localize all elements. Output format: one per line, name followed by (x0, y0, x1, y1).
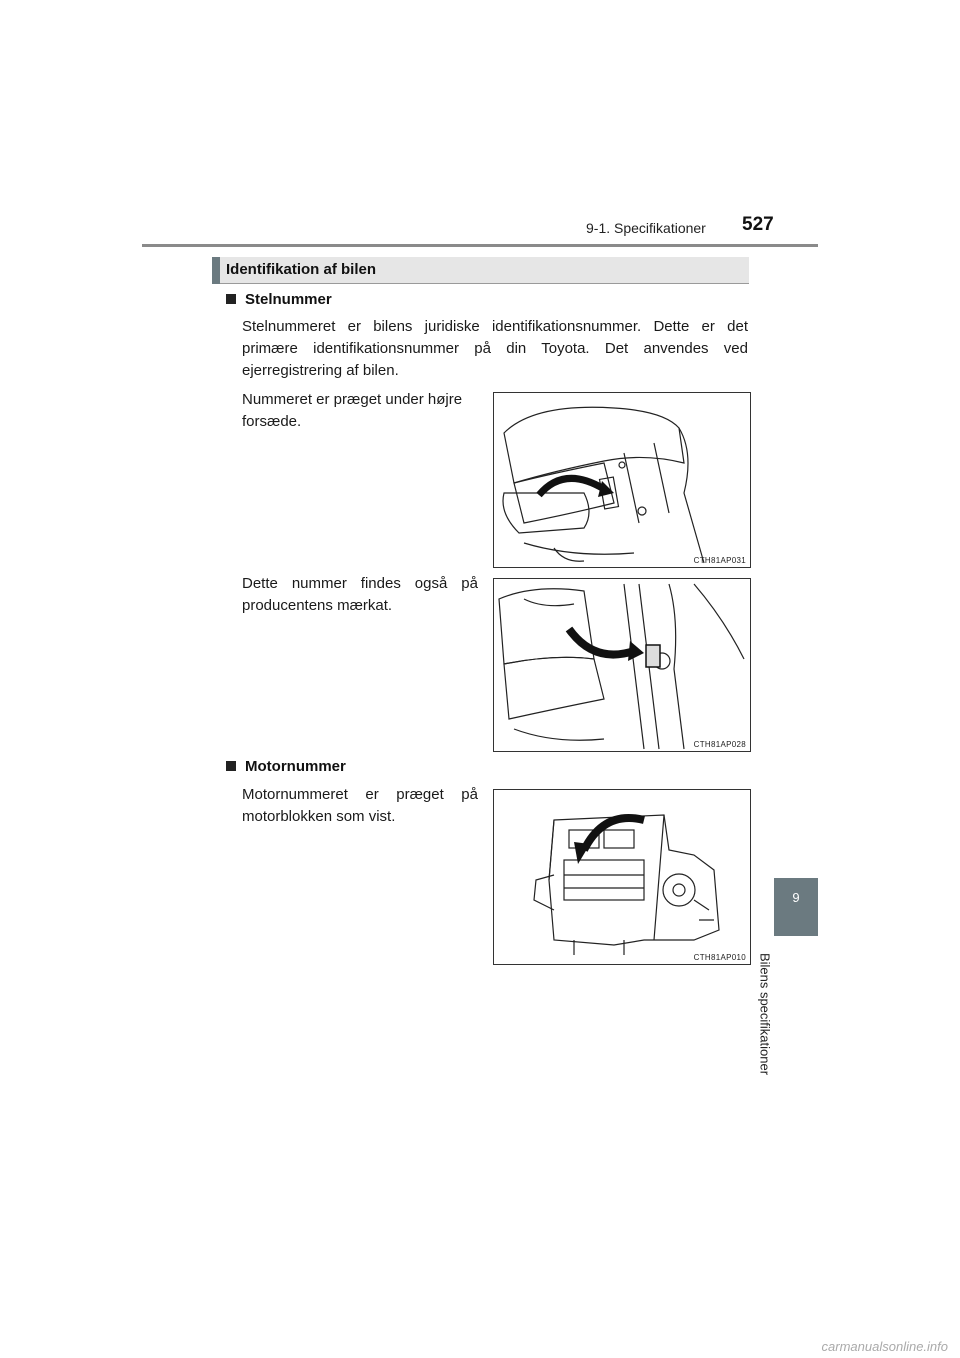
figure-code: CTH81AP010 (693, 953, 746, 962)
figure-engine-block (493, 789, 751, 965)
figure-seat-vin-location (493, 392, 751, 568)
square-bullet-icon (226, 294, 236, 304)
motornummer-heading (226, 758, 346, 775)
page-number: 527 (742, 214, 774, 235)
engine-illustration (494, 790, 750, 964)
footer-watermark: carmanualsonline.info (821, 1339, 948, 1354)
header-rule (142, 244, 818, 247)
stelnummer-item1-text: Nummeret er præget under højre forsæde. (242, 391, 463, 430)
figure-code: CTH81AP028 (693, 740, 746, 749)
square-bullet-icon (226, 761, 236, 771)
section-title-accent (212, 257, 220, 284)
stelnummer-heading-text: Stelnummer (245, 291, 332, 308)
section-title: Identifikation af bilen (226, 261, 377, 278)
running-header-section: 9-1. Specifikationer (586, 220, 706, 236)
chapter-side-label: Bilens specifikationer (757, 952, 773, 1076)
stelnummer-intro: Stelnummeret er bilens juridiske identifikationsnummer. Dette er det primære identifikationsnummer på din Toyota. Det anvendes ved ejerregistrering af bilen. (242, 318, 748, 379)
seat-illustration (494, 393, 750, 567)
motornummer-text: Motornummeret er præget på motorblokken som vist. (242, 786, 478, 825)
figure-manufacturer-label (493, 578, 751, 752)
motornummer-heading-text: Motornummer (245, 758, 346, 775)
stelnummer-item2-text: Dette nummer findes også på producentens mærkat. (242, 575, 478, 614)
stelnummer-heading (226, 291, 332, 308)
chapter-tab (774, 878, 818, 936)
chapter-tab-number: 9 (792, 890, 800, 905)
door-pillar-illustration (494, 579, 750, 751)
figure-code: CTH81AP031 (693, 556, 746, 565)
